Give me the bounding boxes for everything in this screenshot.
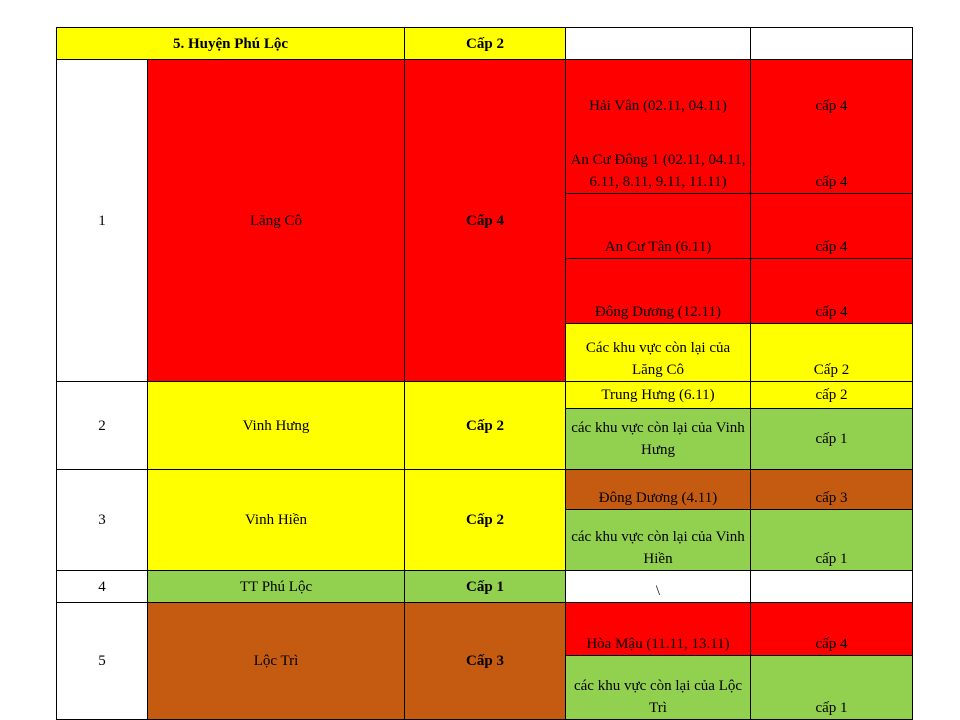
area-level: cấp 4 [751, 603, 913, 656]
area-level: cấp 3 [751, 470, 913, 510]
district-header-row [57, 28, 913, 60]
area-level: cấp 4 [751, 117, 913, 194]
area-level: cấp 2 [751, 382, 913, 409]
commune-stt: 1 [57, 60, 148, 382]
area-name: Hải Vân (02.11, 04.11) [566, 60, 751, 117]
area-name: An Cư Đông 1 (02.11, 04.11, 6.11, 8.11, 9.11, 11.11) [566, 117, 751, 194]
header-empty-cell [566, 28, 751, 60]
commune-stt: 5 [57, 603, 148, 720]
commune-name: Vinh Hiền [148, 470, 405, 571]
area-name: An Cư Tân (6.11) [566, 194, 751, 259]
commune-level: Cấp 2 [405, 470, 566, 571]
commune-name: Lăng Cô [148, 60, 405, 382]
area-name: Các khu vực còn lại của Lăng Cô [566, 324, 751, 382]
commune-level: Cấp 2 [405, 382, 566, 470]
area-level: cấp 4 [751, 194, 913, 259]
commune-stt: 2 [57, 382, 148, 470]
commune-level: Cấp 3 [405, 603, 566, 720]
table-row [57, 571, 913, 603]
area-name: Hòa Mậu (11.11, 13.11) [566, 603, 751, 656]
area-name: Đông Dương (12.11) [566, 259, 751, 324]
header-empty-cell [751, 28, 913, 60]
commune-stt: 4 [57, 571, 148, 603]
area-name: Trung Hưng (6.11) [566, 382, 751, 409]
commune-name: Vinh Hưng [148, 382, 405, 470]
commune-level: Cấp 1 [405, 571, 566, 603]
commune-stt: 3 [57, 470, 148, 571]
table-row [57, 60, 913, 117]
commune-name: Lộc Trì [148, 603, 405, 720]
area-name: các khu vực còn lại của Lộc Trì [566, 656, 751, 720]
area-name: Đông Dương (4.11) [566, 470, 751, 510]
commune-level: Cấp 4 [405, 60, 566, 382]
area-level [751, 571, 913, 603]
table-row [57, 470, 913, 510]
commune-name: TT Phú Lộc [148, 571, 405, 603]
area-level: cấp 1 [751, 409, 913, 470]
area-name: các khu vực còn lại của Vinh Hưng [566, 409, 751, 470]
area-level: cấp 1 [751, 656, 913, 720]
district-level: Cấp 2 [405, 28, 566, 60]
area-name: các khu vực còn lại của Vinh Hiền [566, 510, 751, 571]
area-level: cấp 4 [751, 259, 913, 324]
area-name: \ [566, 571, 751, 603]
area-level: Cấp 2 [751, 324, 913, 382]
district-name: 5. Huyện Phú Lộc [57, 28, 405, 60]
table-row [57, 603, 913, 656]
covid-level-table [56, 27, 913, 720]
area-level: cấp 1 [751, 510, 913, 571]
area-level: cấp 4 [751, 60, 913, 117]
table-row [57, 382, 913, 409]
